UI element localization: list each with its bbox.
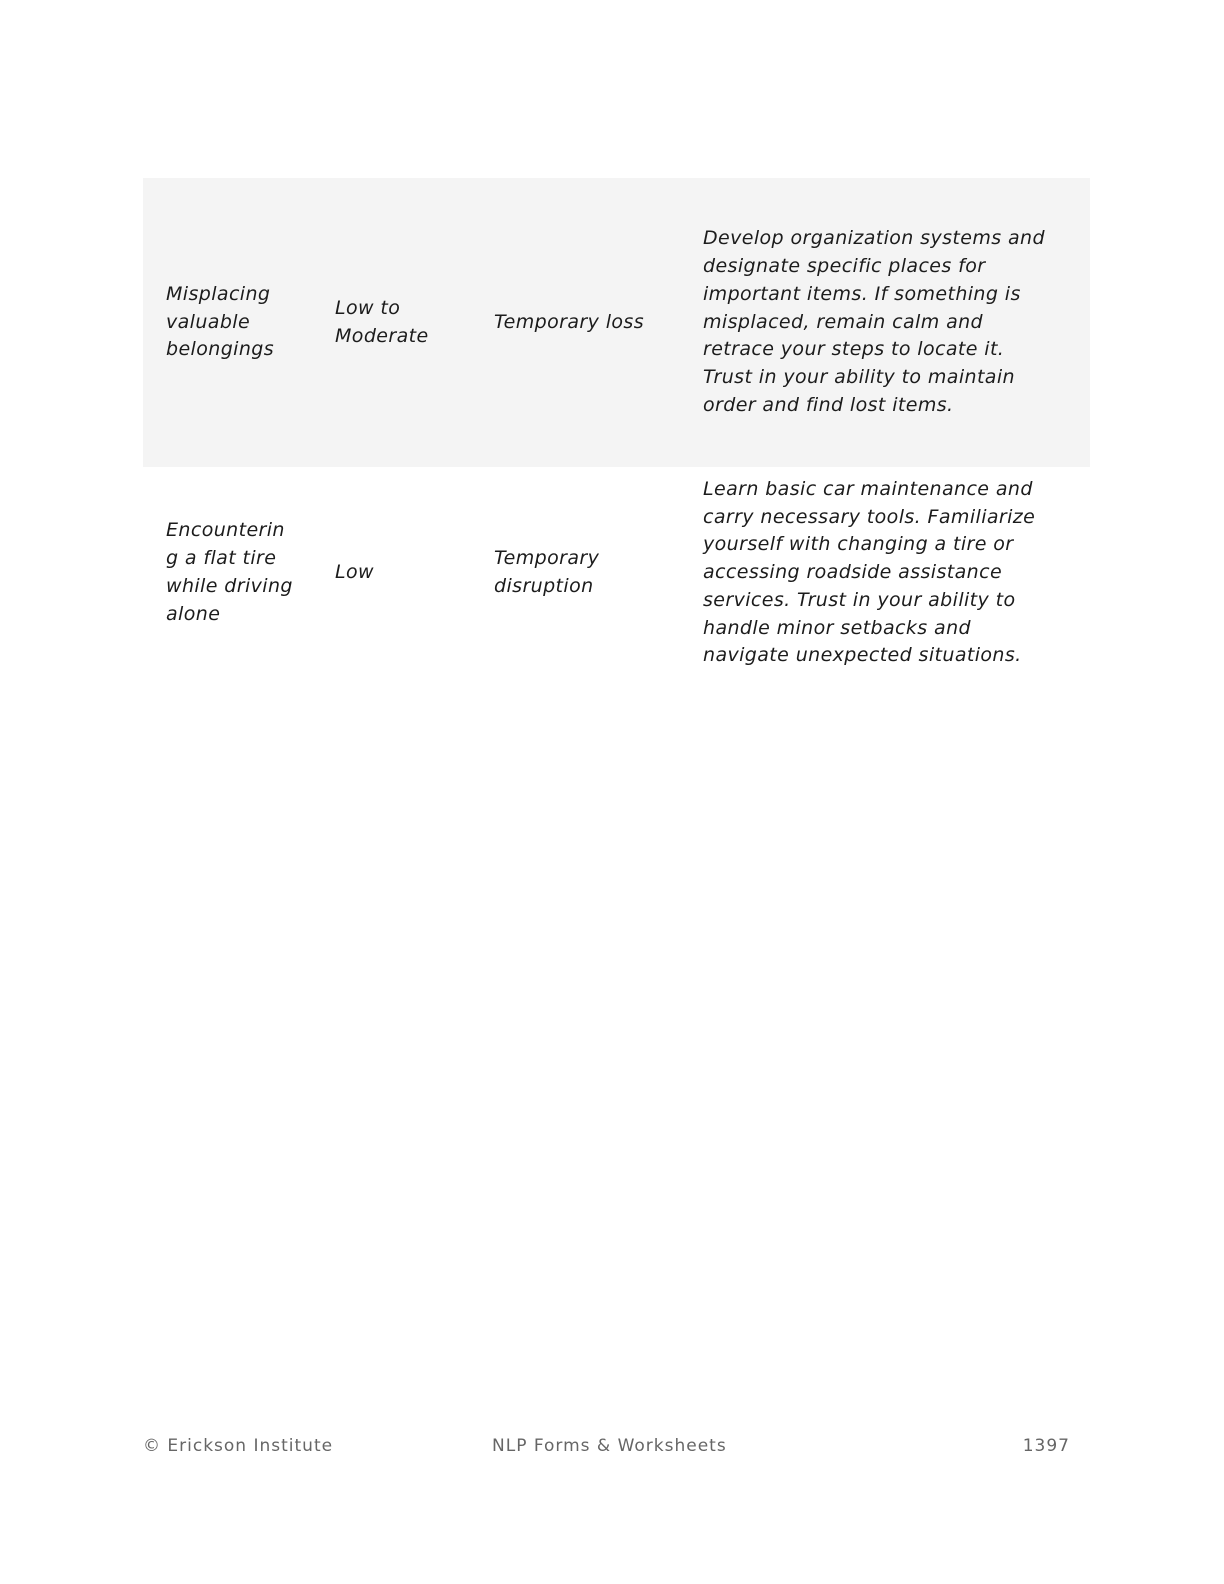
footer-page-number: 1397 (1022, 1436, 1070, 1456)
page-footer (143, 1436, 1070, 1462)
table-row (143, 467, 1090, 679)
impact-text: Temporary loss (494, 310, 644, 333)
situation-text: Misplacing valuable belongings (166, 282, 275, 361)
strategy-text: Develop organization systems and designate specific places for important items. If something is misplaced, remain calm and retrace your steps to locate it. Trust in your ability to maintain order and find lost items. (703, 227, 1045, 416)
footer-copyright: © Erickson Institute (143, 1436, 334, 1456)
likelihood-text: Low (335, 561, 374, 584)
likelihood-cell (335, 178, 494, 467)
situation-text: Encountering a flat tire while driving alone (166, 519, 293, 625)
table-row (143, 178, 1090, 467)
strategy-cell (703, 467, 1090, 679)
strategy-text: Learn basic car maintenance and carry necessary tools. Familiarize yourself with changing a tire or accessing roadside assistance services. Trust in your ability to handle minor setbacks and navigate unexpected situations. (703, 477, 1036, 667)
situation-cell (143, 467, 335, 679)
footer-document-title: NLP Forms & Worksheets (492, 1436, 727, 1456)
likelihood-cell (335, 467, 494, 679)
impact-text: Temporary disruption (494, 547, 600, 597)
situation-cell (143, 178, 335, 467)
likelihood-text: Low to Moderate (335, 296, 429, 347)
worksheet-table (143, 178, 1090, 679)
impact-cell (494, 178, 703, 467)
impact-cell (494, 467, 703, 679)
strategy-cell (703, 178, 1090, 467)
